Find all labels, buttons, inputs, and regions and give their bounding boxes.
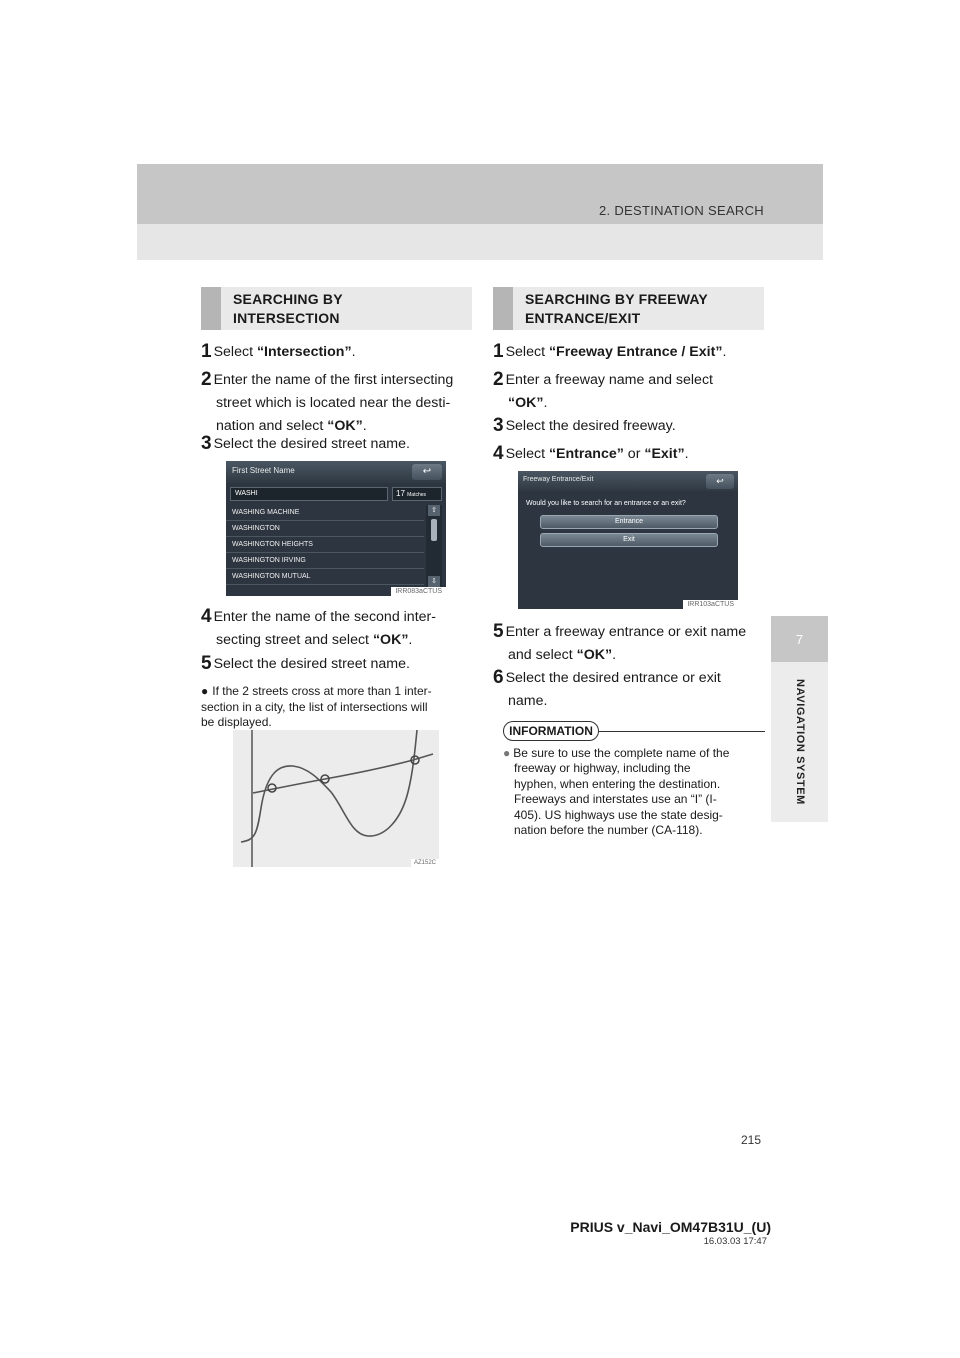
chapter-number-tab: 7 [771, 616, 828, 662]
list-item: WASHINGTON HEIGHTS [226, 537, 424, 553]
header-subband [137, 224, 823, 260]
step-3-select-street: 3 Select the desired street name. [201, 433, 410, 454]
list-item: WASHINGTON MUTUAL [226, 569, 424, 585]
scroll-down-icon: ⇩ [428, 576, 440, 587]
step-5-select-street: 5 Select the desired street name. [201, 653, 410, 674]
street-name-field: WASHI [230, 487, 388, 501]
heading-bar [493, 287, 513, 330]
intersection-illustration [233, 730, 439, 867]
entrance-option: Entrance [540, 515, 718, 529]
heading-bar [201, 287, 221, 330]
step-2-first-street: 2 Enter the name of the first intersecting street which is located near the desti- nation and select “OK”. [201, 369, 454, 434]
screen-title: Freeway Entrance/Exit [523, 476, 594, 483]
chapter-label: NAVIGATION SYSTEM [793, 679, 806, 805]
section-heading-intersection [201, 287, 472, 330]
heading-text: SEARCHING BY FREEWAY ENTRANCE/EXIT [525, 291, 708, 326]
page-number: 215 [740, 1133, 761, 1147]
screen-question: Would you like to search for an entrance or an exit? [526, 500, 686, 507]
step-5-entrance-exit-name: 5 Enter a freeway entrance or exit name and select “OK”. [493, 621, 747, 663]
document-code: PRIUS v_Navi_OM47B31U_(U) [570, 1219, 771, 1235]
step-1-freeway: 1 Select “Freeway Entrance / Exit”. [493, 341, 727, 362]
heading-text: SEARCHING BY INTERSECTION [233, 291, 343, 326]
step-3-select-freeway: 3 Select the desired freeway. [493, 415, 676, 436]
freeway-entrance-exit-screenshot [518, 471, 738, 609]
back-icon: ↩ [706, 474, 734, 489]
information-label: INFORMATION [503, 721, 599, 741]
image-code: AZ152C [411, 859, 439, 867]
section-heading-freeway [493, 287, 764, 330]
chapter-title: 2. DESTINATION SEARCH [599, 203, 764, 218]
chapter-label-tab [771, 662, 828, 822]
screen-title: First Street Name [232, 466, 295, 475]
step-1-intersection: 1 Select “Intersection”. [201, 341, 356, 362]
image-code: IRR103aCTUS [683, 600, 738, 609]
first-street-name-screenshot [226, 461, 446, 596]
scroll-thumb [431, 519, 437, 541]
print-timestamp: 16.03.03 17:47 [703, 1236, 767, 1247]
exit-option: Exit [540, 533, 718, 547]
step-2-freeway-name: 2 Enter a freeway name and select “OK”. [493, 369, 713, 411]
street-crossing-diagram [233, 730, 439, 867]
list-item: WASHING MACHINE [226, 505, 424, 521]
step-4-second-street: 4 Enter the name of the second inter- secting street and select “OK”. [201, 606, 436, 648]
step-6-select-entrance: 6 Select the desired entrance or exit name. [493, 667, 721, 709]
scrollbar [426, 505, 442, 587]
street-list [226, 505, 424, 585]
information-text: ● Be sure to use the complete name of the freeway or highway, including the hyphen, when entering the destination. Freeways and interstates use an “I” (I- 405). US highways use the state desig- nation before the number (CA-118). [503, 746, 730, 838]
back-icon: ↩ [412, 464, 442, 480]
list-item: WASHINGTON [226, 521, 424, 537]
matches-count: 17 Matches [392, 487, 442, 501]
scroll-up-icon: ⇧ [428, 505, 440, 516]
intersection-note: ● If the 2 streets cross at more than 1 inter- section in a city, the list of intersections will be displayed. [201, 684, 432, 729]
step-4-entrance-exit: 4 Select “Entrance” or “Exit”. [493, 443, 689, 464]
list-item: WASHINGTON IRVING [226, 553, 424, 569]
image-code: IRR083aCTUS [391, 587, 446, 596]
